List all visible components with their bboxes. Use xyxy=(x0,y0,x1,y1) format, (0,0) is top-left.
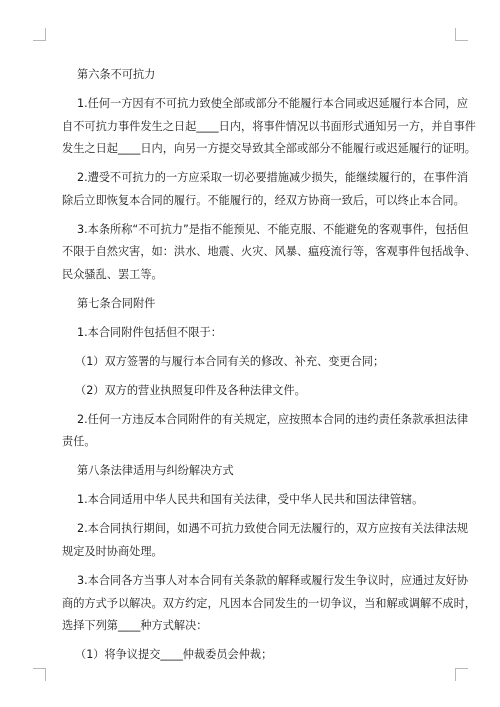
text-line: 规定及时协商处理。 xyxy=(62,544,163,558)
text-line: 责任。 xyxy=(62,435,96,449)
paragraph xyxy=(62,518,469,563)
paragraph xyxy=(62,489,442,512)
text-line: 商的方式予以解决。双方约定，凡因本合同发生的一切争议，当和解或调解不成时， xyxy=(62,596,476,610)
paragraph xyxy=(62,219,476,287)
section-heading xyxy=(62,64,442,87)
text-line: （2）双方的营业执照复印件及各种法律文件。 xyxy=(75,383,306,397)
crop-mark-top-left xyxy=(33,28,46,41)
text-line: 除后立即恢复本合同的履行。不能履行的，经双方协商一致后，可以终止本合同。 xyxy=(62,193,465,207)
document-body xyxy=(62,64,476,673)
paragraph xyxy=(62,167,469,212)
text-line: 3.本合同各方当事人对本合同有关条款的解释或履行发生争议时，应通过友好协 xyxy=(77,573,469,587)
paragraph xyxy=(62,351,442,374)
paragraph xyxy=(62,322,442,345)
text-line: （1）将争议提交____仲裁委员会仲裁； xyxy=(75,648,273,662)
text-line: 第六条不可抗力 xyxy=(77,68,156,81)
text-line: 3.本条所称“不可抗力”是指不能预见、不能克服、不能避免的客观事件，包括但 xyxy=(77,222,469,236)
text-line: （1）双方签署的与履行本合同有关的修改、补充、变更合同； xyxy=(75,354,385,368)
text-line: 1.本合同附件包括但不限于： xyxy=(77,325,222,339)
text-line: 第八条法律适用与纠纷解决方式 xyxy=(77,464,234,478)
text-line: 1.任何一方因有不可抗力致使全部或部分不能履行本合同或迟延履行本合同，应 xyxy=(77,96,469,110)
paragraph xyxy=(62,644,442,667)
text-line: 发生之日起____日内，向另一方提交导致其全部或部分不能履行或迟延履行的证明。 xyxy=(62,142,476,156)
paragraph xyxy=(62,409,469,454)
crop-mark-top-right xyxy=(455,28,468,41)
section-heading xyxy=(62,460,442,483)
text-line: 2.任何一方违反本合同附件的有关规定，应按照本合同的违约责任条款承担法律 xyxy=(77,412,469,426)
text-line: 不限于自然灾害，如：洪水、地震、火灾、风暴、瘟疫流行等，客观事件包括战争、 xyxy=(62,245,476,259)
text-line: 第七条合同附件 xyxy=(77,296,156,310)
text-line: 1.本合同适用中华人民共和国有关法律，受中华人民共和国法律管辖。 xyxy=(77,493,424,507)
text-line: 2.本合同执行期间，如遇不可抗力致使合同无法履行的，双方应按有关法律法规 xyxy=(77,522,469,536)
text-line: 2.遭受不可抗力的一方应采取一切必要措施减少损失，能继续履行的，在事件消 xyxy=(77,171,469,185)
text-line: 自不可抗力事件发生之日起____日内，将事件情况以书面形式通知另一方，并自事件 xyxy=(62,119,476,133)
paragraph xyxy=(62,380,442,403)
paragraph xyxy=(62,570,476,638)
crop-mark-bottom-left xyxy=(33,668,46,681)
paragraph xyxy=(62,93,476,161)
text-line: 选择下列第____种方式解决： xyxy=(62,619,208,633)
crop-mark-bottom-right xyxy=(455,668,468,681)
section-heading xyxy=(62,293,442,316)
text-line: 民众骚乱、罢工等。 xyxy=(62,267,163,281)
